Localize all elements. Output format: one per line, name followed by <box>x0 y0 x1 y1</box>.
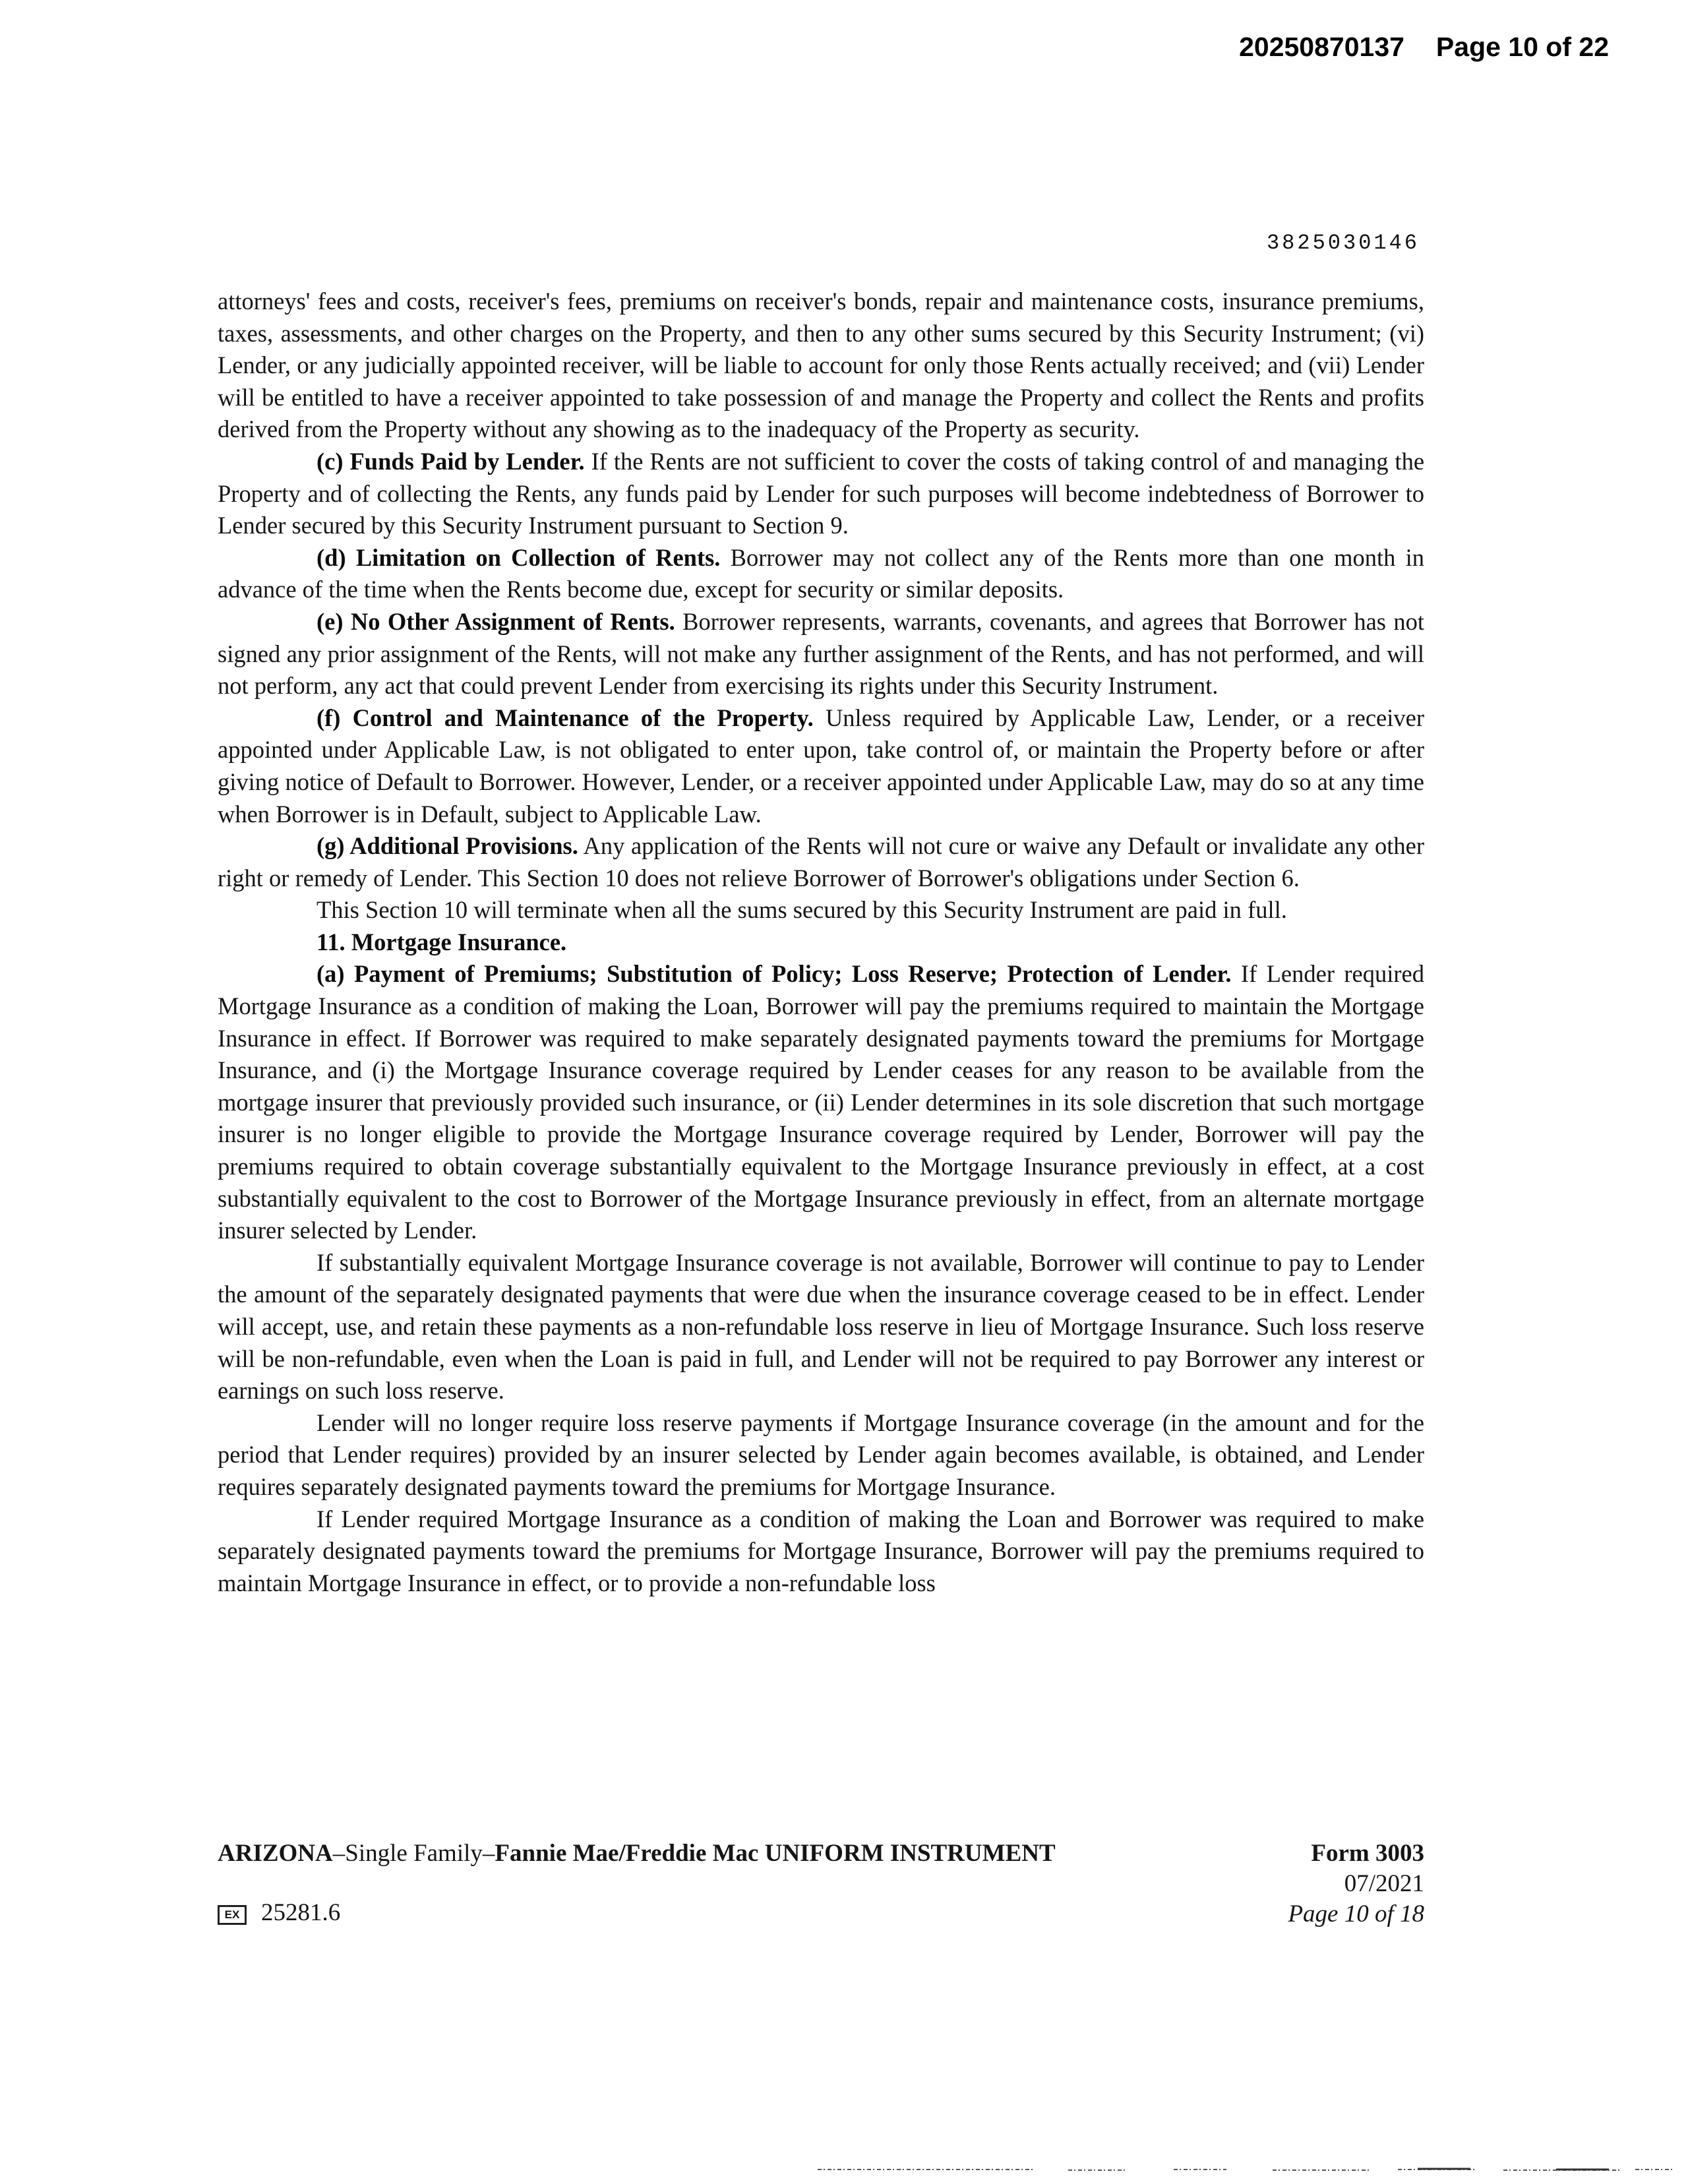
paragraph-text: This Section 10 will terminate when all the sums secured by this Security Instrument are paid in full. <box>316 896 1287 924</box>
paragraph-heading: (f) Control and Maintenance of the Property. <box>316 704 814 731</box>
footer-dash: – <box>482 1840 495 1867</box>
footer-form-date: 07/2021 <box>1344 1870 1424 1897</box>
paragraph-additional-provisions <box>218 830 1424 894</box>
paragraph-section-10-termination <box>218 894 1424 926</box>
ex-icon: EX <box>218 1905 247 1925</box>
paragraph-payment-of-premiums <box>218 958 1424 1246</box>
footer-family: Single Family <box>345 1840 483 1867</box>
paragraph-loss-reserve-payments <box>218 1407 1424 1503</box>
paragraph-control-and-maintenance <box>218 702 1424 830</box>
paragraph-heading: (g) Additional Provisions. <box>316 832 578 860</box>
paragraph-text: If Lender required Mortgage Insurance as a condition of making the Loan and Borrower was required to make separately designated payments toward the premiums for Mortgage Insurance, Borrower will pay the premiums required to maintain Mortgage Insurance in effect, or to provide a non-refundable loss <box>218 1505 1424 1596</box>
paragraph-text: Unless required by Applicable Law, Lender, or a receiver appointed under Applicable Law, is not obligated to enter upon, take control of, or maintain the Property before or after giving notice of Default to Borrower. However, Lender, or a receiver appointed under Applicable Law, may do so at any time when Borrower is in Default, subject to Applicable Law. <box>218 704 1425 828</box>
footer-ex-code-row <box>218 1898 340 1928</box>
footer-page-of: Page 10 of 18 <box>1288 1900 1424 1927</box>
paragraph-text: Borrower may not collect any of the Rents more than one month in advance of the time when the Rents become due, except for security or similar deposits. <box>218 543 1425 603</box>
paragraph-premiums-required <box>218 1503 1424 1600</box>
loan-number: 3825030146 <box>1266 231 1420 255</box>
footer-form-block <box>1288 1838 1424 1929</box>
paragraph-limitation-on-collection <box>218 542 1424 606</box>
paragraph-text: If the Rents are not sufficient to cover the costs of taking control of and managing the Property and of collecting the Rents, any funds paid by Lender for such purposes will become indebtedness of Borrower to Lender secured by this Security Instrument pursuant to Section 9. <box>218 447 1425 539</box>
recording-page-label: Page 10 of 22 <box>1435 32 1609 62</box>
paragraph-text: attorneys' fees and costs, receiver's fees, premiums on receiver's bonds, repair and maintenance costs, insurance premiums, taxes, assessments, and other charges on the Property, and then to any other sums secured by this Security Instrument; (vi) Lender, or any judicially appointed receiver, will be liable to account for only those Rents actually received; and (vii) Lender will be entitled to have a receiver appointed to take possession of and manage the Property and collect the Rents and profits derived from the Property without any showing as to the inadequacy of the Property as security. <box>218 288 1424 443</box>
paragraph-funds-paid-by-lender <box>218 446 1424 542</box>
document-number: 20250870137 <box>1239 32 1404 62</box>
paragraph-text: Borrower represents, warrants, covenants, and agrees that Borrower has not signed any prior assignment of the Rents, will not make any further assignment of the Rents, and has not performed, and will not perform, any act that could prevent Lender from exercising its rights under this Security Instrument. <box>218 607 1425 700</box>
footer-instrument-line <box>218 1838 1056 1869</box>
recording-header <box>1239 32 1609 63</box>
paragraph-heading: (d) Limitation on Collection of Rents. <box>316 543 721 571</box>
paragraph-continuation <box>218 286 1424 446</box>
footer-dash: – <box>332 1840 346 1867</box>
paragraph-text: Any application of the Rents will not cure or waive any Default or invalidate any other right or remedy of Lender. This Section 10 does not relieve Borrower of Borrower's obligations under Section 6. <box>218 832 1424 892</box>
scan-artifact-lines <box>818 2163 1688 2176</box>
footer-instrument: Fannie Mae/Freddie Mac UNIFORM INSTRUMENT <box>495 1840 1056 1867</box>
paragraph-heading: (e) No Other Assignment of Rents. <box>316 607 675 635</box>
paragraph-text: If Lender required Mortgage Insurance as a condition of making the Loan, Borrower will pay the premiums required to maintain the Mortgage Insurance in effect. If Borrower was required to make separately designated payments toward the premiums for Mortgage Insurance, and (i) the Mortgage Insurance coverage required by Lender ceases for any reason to be available from the mortgage insurer that previously provided such insurance, or (ii) Lender determines in its sole discretion that such mortgage insurer is no longer eligible to provide the Mortgage Insurance coverage required by Lender, Borrower will pay the premiums required to obtain coverage substantially equivalent to the Mortgage Insurance previously in effect, at a cost substantially equivalent to the cost to Borrower of the Mortgage Insurance previously in effect, from an alternate mortgage insurer selected by Lender. <box>218 960 1425 1244</box>
paragraph-no-other-assignment <box>218 606 1424 702</box>
footer-state: ARIZONA <box>218 1840 333 1867</box>
paragraph-heading: (a) Payment of Premiums; Substitution of Policy; Loss Reserve; Protection of Lender. <box>316 960 1232 988</box>
paragraph-equivalent-coverage <box>218 1247 1424 1407</box>
footer-ex-code: 25281.6 <box>261 1899 341 1926</box>
section-heading: 11. Mortgage Insurance. <box>316 928 567 956</box>
paragraph-text: Lender will no longer require loss reserve payments if Mortgage Insurance coverage (in the amount and for the period that Lender requires) provided by an insurer selected by Lender again becomes available, is obtained, and Lender requires separately designated payments toward the premiums for Mortgage Insurance. <box>218 1409 1424 1500</box>
paragraph-text: If substantially equivalent Mortgage Insurance coverage is not available, Borrower will continue to pay to Lender the amount of the separately designated payments that were due when the insurance coverage ceased to be in effect. Lender will accept, use, and retain these payments as a non-refundable loss reserve in lieu of Mortgage Insurance. Such loss reserve will be non-refundable, even when the Loan is paid in full, and Lender will not be required to pay Borrower any interest or earnings on such loss reserve. <box>218 1248 1424 1405</box>
footer-form-number: Form 3003 <box>1311 1840 1424 1867</box>
document-body <box>218 286 1424 1599</box>
section-heading-mortgage-insurance <box>218 926 1424 959</box>
paragraph-heading: (c) Funds Paid by Lender. <box>316 447 585 475</box>
